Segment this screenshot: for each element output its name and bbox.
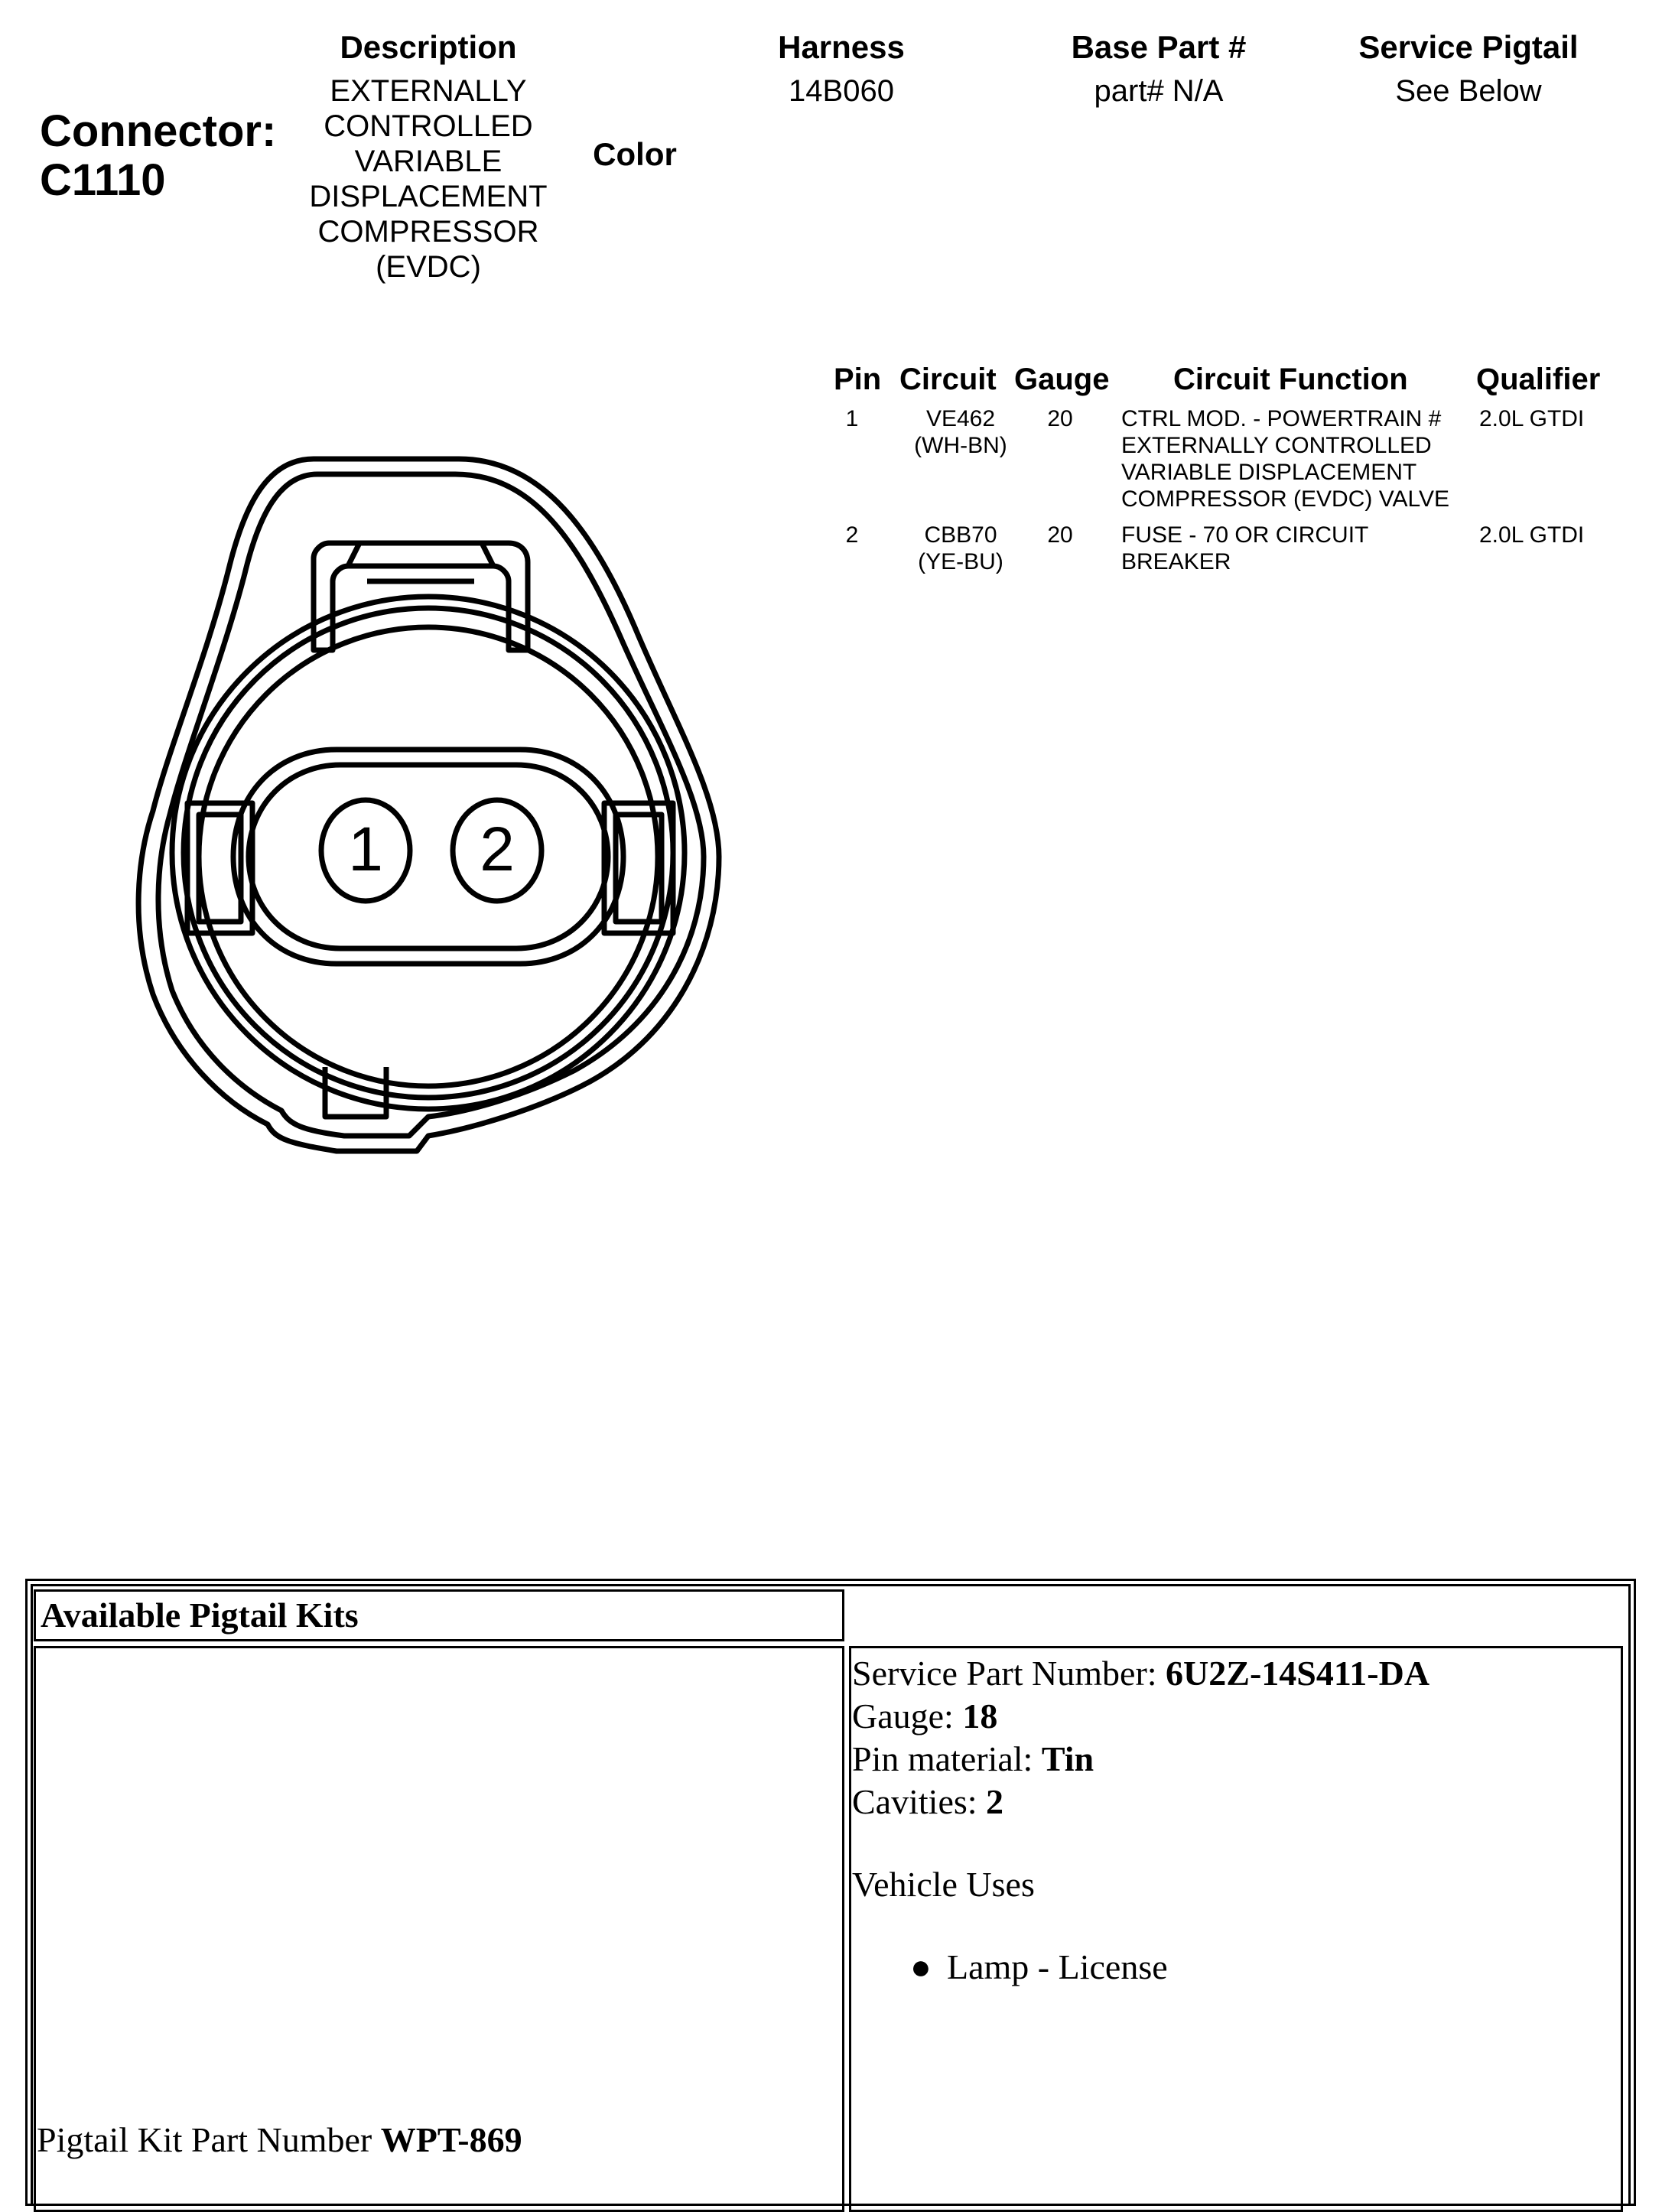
base-part-header: Base Part # <box>1071 29 1247 65</box>
connector-label-block <box>40 107 276 205</box>
connector-body-inner <box>184 608 673 1098</box>
cavities-label: Cavities: <box>852 1782 987 1821</box>
pin-table <box>834 363 1644 592</box>
service-pigtail-header: Service Pigtail <box>1358 29 1579 65</box>
cavities-value: 2 <box>986 1782 1004 1821</box>
table-row-1-circuit: VE462 (WH-BN) <box>914 406 1007 458</box>
latch-bar <box>348 543 493 566</box>
pigtail-title: Available Pigtail Kits <box>41 1596 359 1635</box>
vehicle-uses-list <box>910 1946 1617 1989</box>
service-part-label: Service Part Number: <box>852 1654 1166 1693</box>
gauge-line <box>852 1695 1617 1738</box>
pin-cavity-outer <box>233 750 623 964</box>
pin-material-label: Pin material: <box>852 1739 1042 1778</box>
service-pigtail-value: See Below <box>1395 74 1542 108</box>
connector-body-ring <box>199 627 658 1086</box>
pigtail-details <box>852 1652 1617 1989</box>
description-header: Description <box>340 29 517 65</box>
pigtail-kit-part-label: Pigtail Kit Part Number <box>37 2120 381 2159</box>
base-part-value: part# N/A <box>1094 74 1224 108</box>
harness-header: Harness <box>778 29 905 65</box>
pin-cavity-inner <box>249 765 608 948</box>
pigtail-kit-part-value: WPT-869 <box>380 2120 522 2159</box>
table-row-2-function: FUSE - 70 OR CIRCUIT BREAKER <box>1121 522 1369 574</box>
table-row-1-gauge: 20 <box>1047 406 1073 431</box>
cavities-line <box>852 1781 1617 1823</box>
service-part-line <box>852 1652 1617 1695</box>
circuit-col-header: Circuit <box>899 363 997 396</box>
pin-material-value: Tin <box>1041 1739 1094 1778</box>
table-row-1-qualifier: 2.0L GTDI <box>1479 406 1585 431</box>
pigtail-kit-part-line <box>37 2119 522 2162</box>
vehicle-use-text: Lamp - License <box>947 1947 1168 1986</box>
service-part-value: 6U2Z-14S411-DA <box>1166 1654 1430 1693</box>
gauge-col-header: Gauge <box>1014 363 1110 396</box>
description-value: EXTERNALLY CONTROLLED VARIABLE DISPLACEMENT COMPRESSOR (EVDC) <box>309 74 548 284</box>
table-row-2-qualifier: 2.0L GTDI <box>1479 522 1585 548</box>
bullet-icon: ● <box>910 1947 932 1986</box>
connector-face-diagram <box>0 428 765 1178</box>
table-row-1-pin: 1 <box>845 406 859 431</box>
pigtail-title-cell <box>34 1589 844 1641</box>
gauge-value: 18 <box>962 1696 998 1735</box>
color-header: Color <box>593 136 677 172</box>
table-row-1-function: CTRL MOD. - POWERTRAIN # EXTERNALLY CONTROLLED VARIABLE DISPLACEMENT COMPRESSOR (EVDC) VALVE <box>1121 406 1449 512</box>
table-row-2-gauge: 20 <box>1047 522 1073 548</box>
list-item <box>910 1946 1617 1989</box>
connector-id: C1110 <box>40 155 166 205</box>
harness-value: 14B060 <box>789 74 894 108</box>
pin-col-header: Pin <box>834 363 882 396</box>
qualifier-col-header: Qualifier <box>1476 363 1601 396</box>
vehicle-uses-heading: Vehicle Uses <box>852 1865 1035 1904</box>
table-row-2-circuit: CBB70 (YE-BU) <box>918 522 1003 574</box>
pin-1-label: 1 <box>348 815 383 884</box>
gauge-label: Gauge: <box>852 1696 963 1735</box>
pin-2-label: 2 <box>480 815 515 884</box>
circuit-function-col-header: Circuit Function <box>1173 363 1408 396</box>
pin-material-line <box>852 1738 1617 1781</box>
table-row-2-pin: 2 <box>845 522 859 548</box>
connector-label: Connector: <box>40 106 277 156</box>
